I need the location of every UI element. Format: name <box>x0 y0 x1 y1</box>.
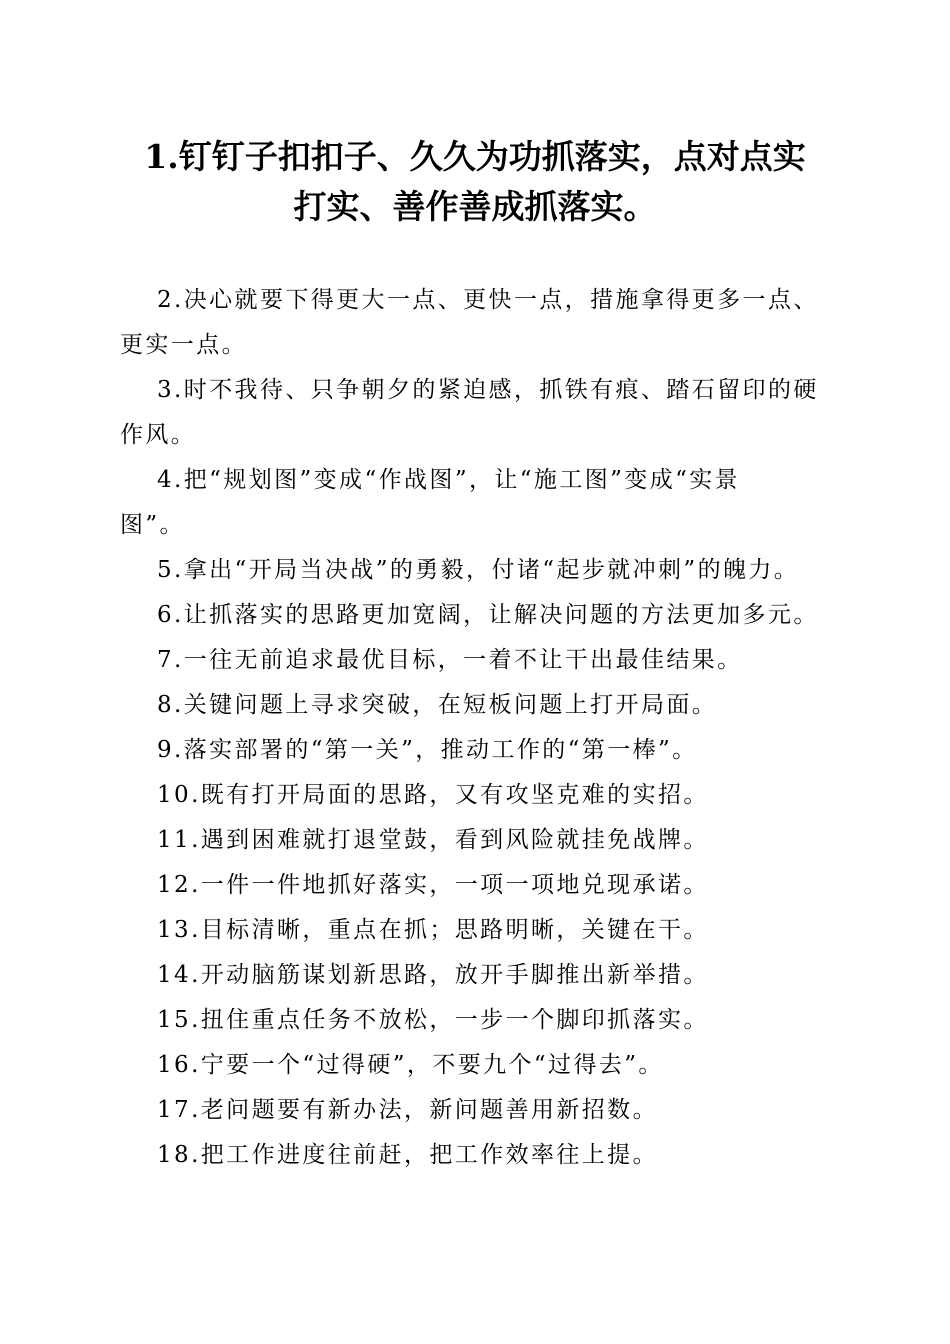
list-item-line: 15.扭住重点任务不放松，一步一个脚印抓落实。 <box>157 1007 709 1033</box>
list-item <box>120 1133 840 1178</box>
list-item-line: 18.把工作进度往前赶，把工作效率往上提。 <box>157 1142 658 1168</box>
list-item-line: 10.既有打开局面的思路，又有攻坚克难的实招。 <box>157 782 709 808</box>
list-item <box>120 1088 840 1133</box>
list-item <box>120 1043 840 1088</box>
list-item <box>120 728 840 773</box>
list-item-line: 作风。 <box>120 422 197 448</box>
list-item-line: 16.宁要一个“过得硬”，不要九个“过得去”。 <box>157 1052 664 1078</box>
list-item-line: 11.遇到困难就打退堂鼓，看到风险就挂免战牌。 <box>157 827 709 853</box>
list-item <box>120 953 840 998</box>
title-line-2: 打实、善作善成抓落实。 <box>293 187 657 226</box>
list-item-line: 17.老问题要有新办法，新问题善用新招数。 <box>157 1097 658 1123</box>
list-item <box>120 638 840 683</box>
list-item-line: 13.目标清晰，重点在抓；思路明晰，关键在干。 <box>157 917 709 943</box>
list-item-line: 7.一往无前追求最优目标，一着不让干出最佳结果。 <box>157 647 743 673</box>
list-item <box>120 683 840 728</box>
list-item-line: 2.决心就要下得更大一点、更快一点，措施拿得更多一点、 <box>157 287 819 313</box>
list-item-line: 12.一件一件地抓好落实，一项一项地兑现承诺。 <box>157 872 709 898</box>
list-item <box>120 368 840 458</box>
list-item <box>120 998 840 1043</box>
list-item <box>120 458 840 548</box>
list-item <box>120 863 840 908</box>
list-item-line: 8.关键问题上寻求突破，在短板问题上打开局面。 <box>157 692 718 718</box>
list-item-line: 9.落实部署的“第一关”，推动工作的“第一棒”。 <box>157 737 698 763</box>
title-line-1: 1.钉钉子扣扣子、久久为功抓落实，点对点实 <box>144 137 806 176</box>
list-item-line: 14.开动脑筋谋划新思路，放开手脚推出新举措。 <box>157 962 709 988</box>
list-item <box>120 548 840 593</box>
numbered-list <box>120 278 840 1178</box>
list-item <box>120 908 840 953</box>
list-item-line: 更实一点。 <box>120 332 247 358</box>
list-item <box>120 278 840 368</box>
list-item-line: 5.拿出“开局当决战”的勇毅，付诸“起步就冲刺”的魄力。 <box>157 557 800 583</box>
list-item <box>120 818 840 863</box>
list-item <box>120 773 840 818</box>
list-item-line: 4.把“规划图”变成“作战图”，让“施工图”变成“实景 <box>157 467 741 493</box>
list-item-line: 图”。 <box>120 512 185 538</box>
list-item-line: 6.让抓落实的思路更加宽阔，让解决问题的方法更加多元。 <box>157 602 819 628</box>
document-title <box>100 132 850 232</box>
list-item-line: 3.时不我待、只争朝夕的紧迫感，抓铁有痕、踏石留印的硬 <box>157 377 819 403</box>
list-item <box>120 593 840 638</box>
